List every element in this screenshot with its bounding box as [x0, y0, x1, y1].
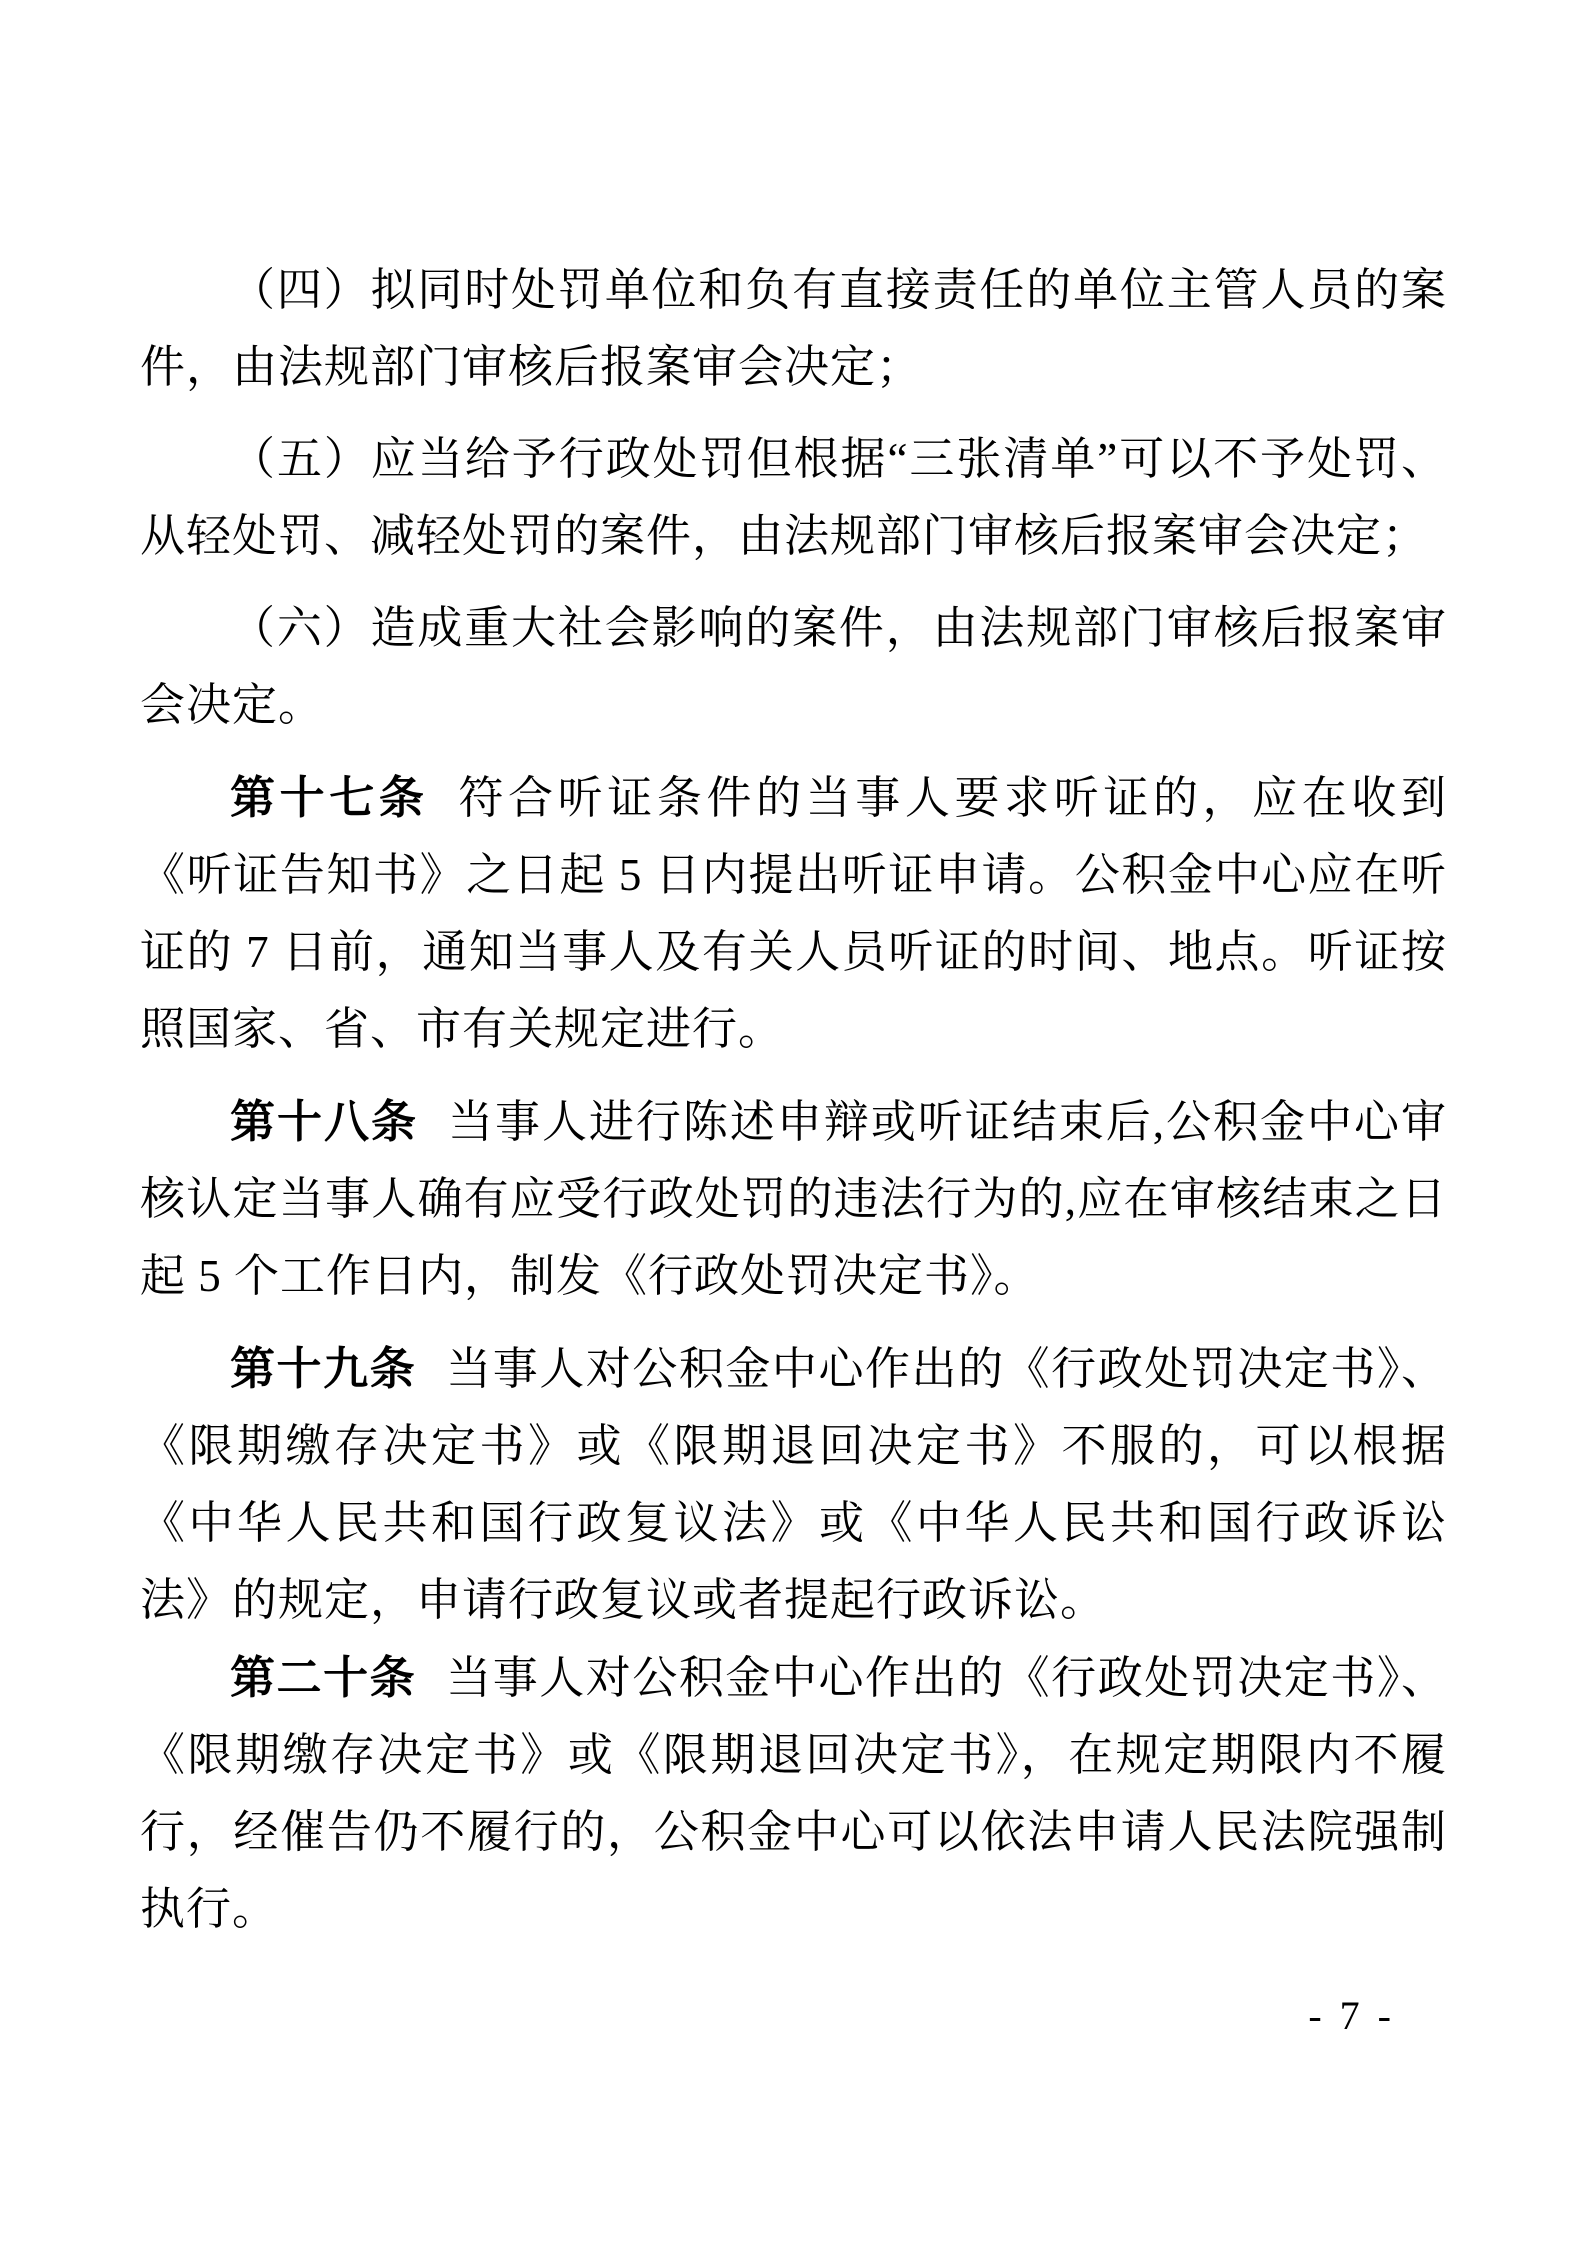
- paragraph-text: （四）拟同时处罚单位和负有直接责任的单位主管人员的案件，由法规部门审核后报案审会决定；: [140, 265, 1447, 392]
- article-heading: 第十八条: [230, 1096, 418, 1147]
- paragraph-text: （六）造成重大社会影响的案件，由法规部门审核后报案审会决定。: [140, 603, 1447, 730]
- paragraph: [140, 759, 1447, 1068]
- paragraph: [140, 421, 1447, 575]
- article-heading: 第十七条: [230, 772, 429, 823]
- paragraph-text: （五）应当给予行政处罚但根据“三张清单”可以不予处罚、从轻处罚、减轻处罚的案件，由法规部门审核后报案审会决定；: [140, 434, 1447, 561]
- paragraph-text: 符合听证条件的当事人要求听证的，应在收到《听证告知书》之日起 5 日内提出听证申请。公积金中心应在听证的 7 日前，通知当事人及有关人员听证的时间、地点。听证按照国家、省、市有关规定进行。: [140, 773, 1447, 1054]
- paragraph-text: 当事人进行陈述申辩或听证结束后,公积金中心审核认定当事人确有应受行政处罚的违法行为的,应在审核结束之日起 5 个工作日内，制发《行政处罚决定书》。: [140, 1097, 1447, 1301]
- paragraph-text: 当事人对公积金中心作出的《行政处罚决定书》、《限期缴存决定书》或《限期退回决定书》，在规定期限内不履行，经催告仍不履行的，公积金中心可以依法申请人民法院强制执行。: [140, 1653, 1447, 1934]
- article-heading: 第二十条: [230, 1652, 417, 1703]
- paragraph-text: 当事人对公积金中心作出的《行政处罚决定书》、《限期缴存决定书》或《限期退回决定书》不服的，可以根据《中华人民共和国行政复议法》或《中华人民共和国行政诉讼法》的规定，申请行政复议或者提起行政诉讼。: [140, 1344, 1447, 1625]
- document-body: [140, 252, 1447, 1948]
- paragraph: [140, 590, 1447, 744]
- paragraph: [140, 1330, 1447, 1639]
- paragraph: [140, 252, 1447, 406]
- paragraph: [140, 1639, 1447, 1948]
- article-heading: 第十九条: [230, 1343, 417, 1394]
- paragraph: [140, 1083, 1447, 1315]
- page-number: - 7 -: [1308, 1993, 1395, 2038]
